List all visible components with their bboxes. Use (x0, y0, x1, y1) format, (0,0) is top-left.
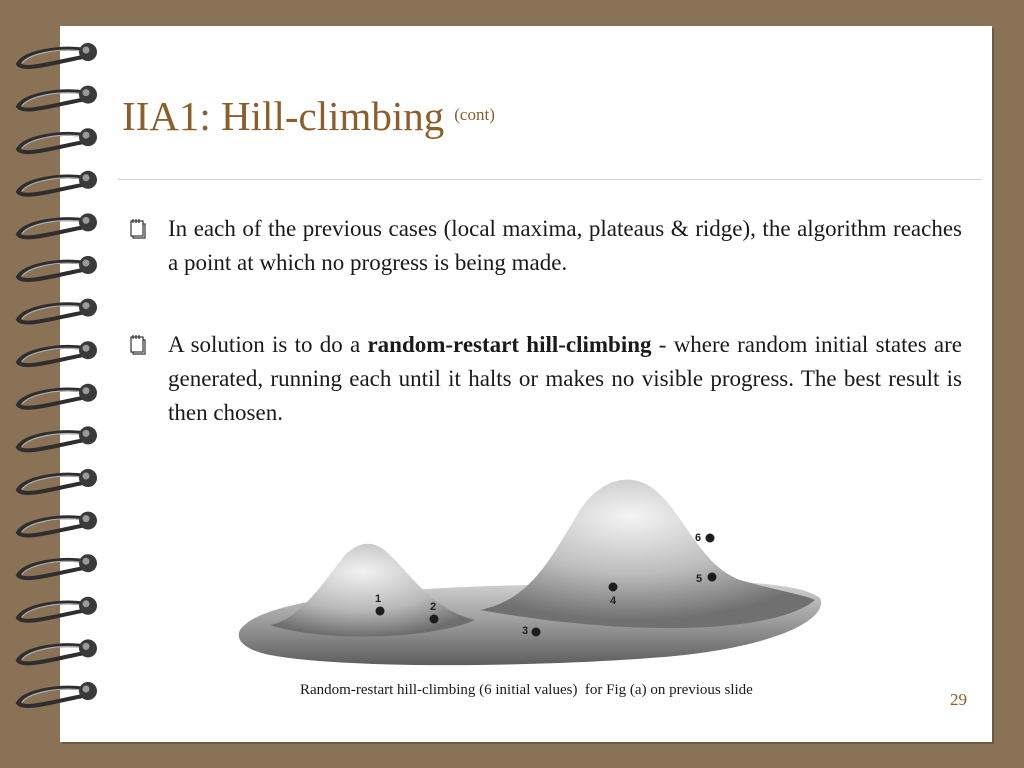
restart-point-marker (708, 573, 717, 582)
bullet-text: In each of the previous cases (local maxima, plateaus & ridge), the algorithm reaches a point at which no progress is being made. (168, 216, 962, 275)
binding-ring (18, 426, 97, 450)
restart-point-label: 2 (430, 601, 437, 613)
slide-title-sub: (cont) (454, 105, 495, 124)
restart-point-label: 5 (696, 573, 703, 585)
binding-ring (18, 128, 97, 152)
spiral-binding (0, 0, 110, 768)
restart-point-label: 3 (522, 625, 529, 637)
figure-caption: Random-restart hill-climbing (6 initial values) for Fig (a) on previous slide (300, 682, 753, 698)
binding-ring (18, 213, 97, 237)
bullet-text-bold: random-restart hill-climbing (367, 332, 652, 357)
binding-ring (18, 171, 97, 195)
restart-point-label: 6 (695, 532, 702, 544)
restart-point-label: 1 (375, 593, 382, 605)
restart-point-marker (706, 534, 715, 543)
slide-title (122, 92, 495, 140)
binding-ring (18, 341, 97, 365)
binding-ring (18, 299, 97, 323)
right-hill (480, 480, 815, 629)
slide-title-main: IIA1: Hill-climbing (122, 93, 445, 139)
bullet-text-after: - where random initial states are generated, running each until it halts or makes no visible progress. The best result is then chosen. (168, 332, 962, 425)
binding-ring (18, 639, 97, 663)
page-number: 29 (950, 690, 967, 709)
bullet-item (128, 212, 962, 280)
title-divider (118, 179, 982, 180)
restart-point-label: 4 (610, 595, 617, 607)
restart-point-marker (376, 607, 385, 616)
binding-ring (18, 256, 97, 280)
restart-point-marker (430, 615, 439, 624)
binding-ring (18, 682, 97, 706)
binding-ring (18, 597, 97, 621)
notepad-bullet-icon (128, 334, 148, 356)
binding-ring (18, 384, 97, 408)
binding-ring (18, 554, 97, 578)
notepad-bullet-icon (128, 218, 148, 240)
bullet-text (168, 328, 962, 430)
binding-ring (18, 86, 97, 110)
binding-ring (18, 512, 97, 536)
restart-point-marker (532, 628, 541, 637)
restart-point-marker (609, 583, 618, 592)
binding-ring (18, 43, 97, 67)
bullet-item (128, 328, 962, 430)
bullet-text-before: A solution is to do a (168, 332, 368, 357)
binding-ring (18, 469, 97, 493)
hill-landscape-figure (230, 470, 830, 670)
